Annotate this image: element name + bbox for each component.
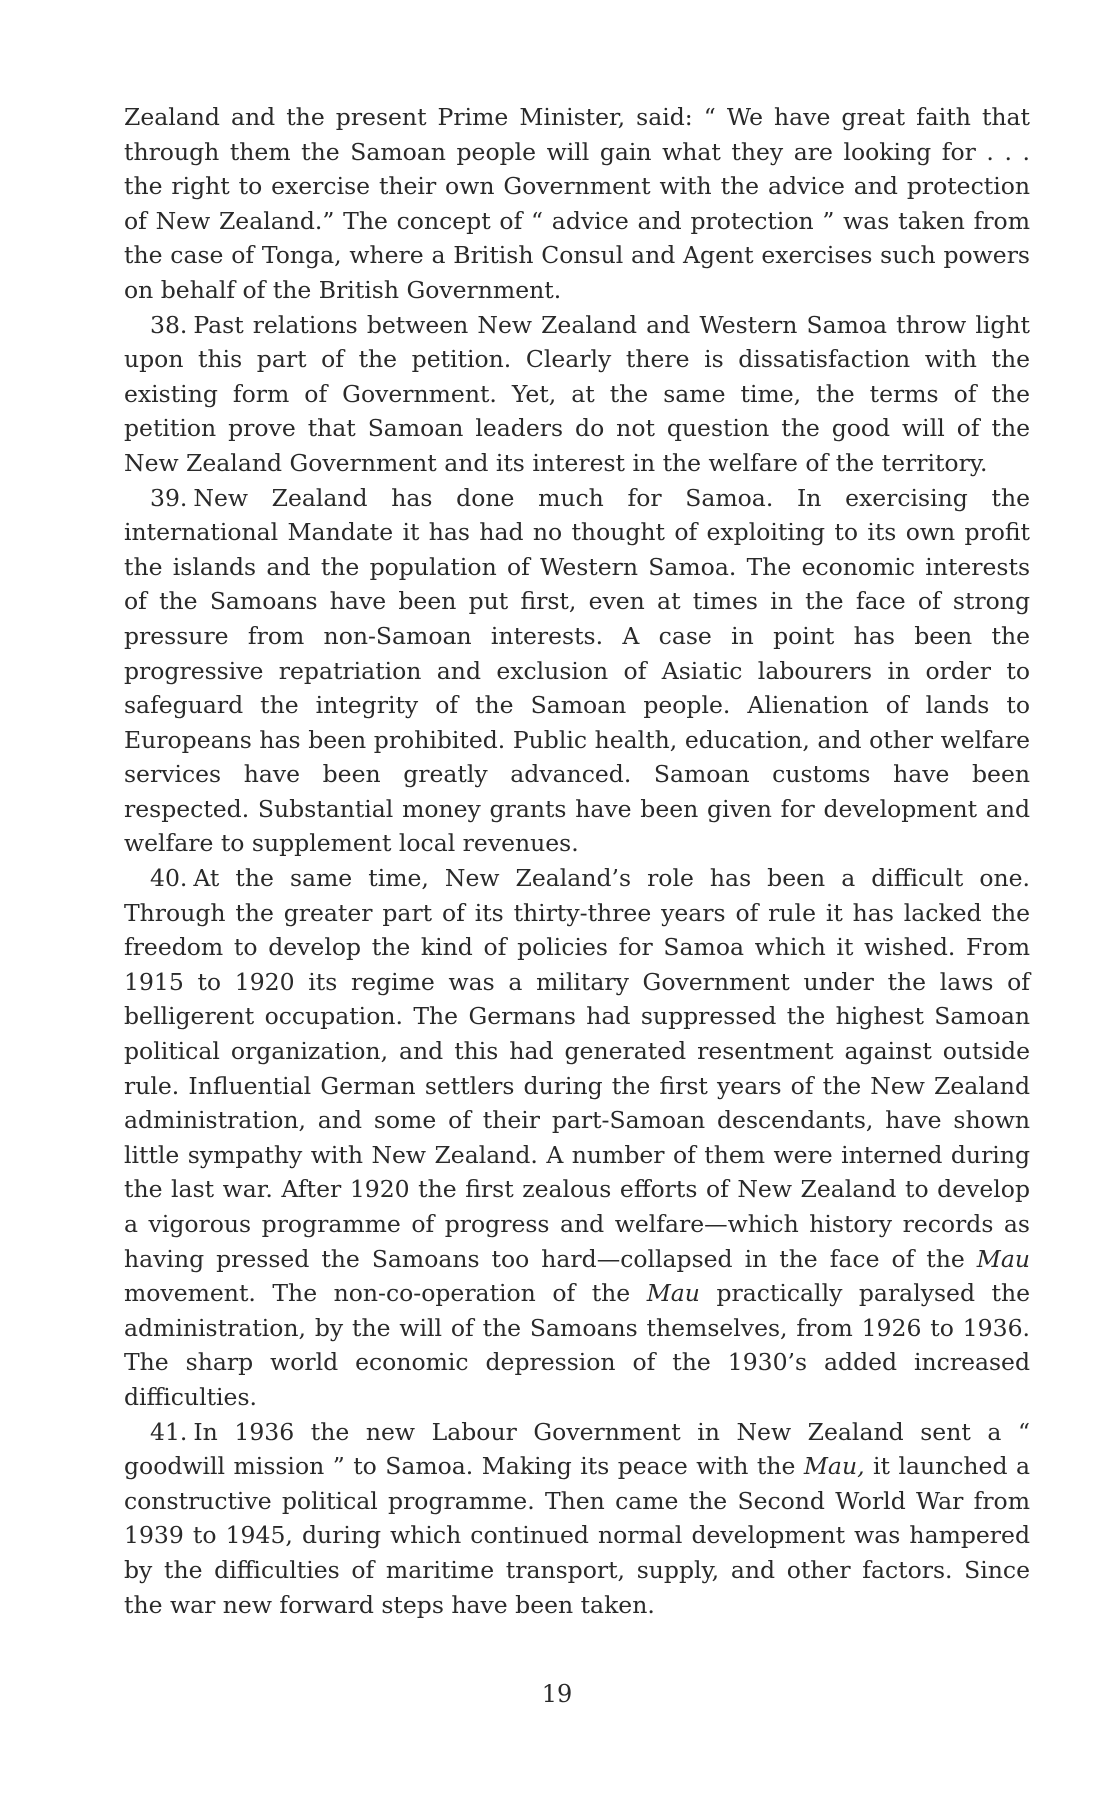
paragraph-41 [124, 1415, 1030, 1623]
mau-italic: Mau [976, 1244, 1030, 1273]
paragraph-text-part: practically paralysed the administration, by the will of the Samoans themselves, from 1926 to 1936. The sharp world economic depression of the 1930’s added increased difficulties. [124, 1279, 1031, 1411]
paragraph-number: 38. [150, 310, 188, 339]
page-number: 19 [541, 1680, 573, 1708]
paragraph-text-part: it launched a constructive political programme. Then came the Second World War from 1939 to 1945, during which continued normal development was hampered by the difficulties of maritime transport, supply, and other factors. Since the war new forward steps have been taken. [124, 1452, 1030, 1619]
paragraph-text: Zealand and the present Prime Minister, said: “ We have great faith that through them the Samoan people will gain what they are looking for . . . the right to exercise their own Government with the advice and protection of New Zealand.” The concept of “ advice and protection ” was taken from the case of Tonga, where a British Consul and Agent exercises such powers on behalf of the British Government. [124, 103, 1030, 304]
paragraph-38 [124, 308, 1030, 481]
paragraph-number: 40. [150, 864, 188, 893]
page-body [124, 100, 1030, 1622]
paragraph-39 [124, 481, 1030, 862]
paragraph-text-part: movement. The non-co-operation of the [124, 1279, 647, 1308]
paragraph-number: 41. [150, 1417, 188, 1446]
paragraph-continued [124, 100, 1030, 308]
paragraph-text-part: At the same time, New Zealand’s role has been a difficult one. Through the greater part of its thirty-three years of rule it has lacked the freedom to develop the kind of policies for Samoa which it wished. From 1915 to 1920 its regime was a military Government under the laws of belligerent occupation. The Germans had suppressed the highest Samoan political organization, and this had generated resentment against outside rule. Influential German settlers during the first years of the New Zealand administration, and some of their part-Samoan descendants, have shown little sympathy with New Zealand. A number of them were interned during the last war. After 1920 the first zealous efforts of New Zealand to develop a vigorous programme of progress and welfare—which history records as having pressed the Samoans too hard—collapsed in the face of the [124, 864, 1030, 1273]
paragraph-text: New Zealand has done much for Samoa. In exercising the international Mandate it has had no thought of exploiting to its own profit the islands and the population of Western Samoa. The economic interests of the Samoans have been put first, even at times in the face of strong pressure from non-Samoan interests. A case in point has been the progressive repatriation and exclusion of Asiatic labourers in order to safeguard the integrity of the Samoan people. Alienation of lands to Europeans has been prohibited. Public health, education, and other welfare services have been greatly advanced. Samoan customs have been respected. Substantial money grants have been given for development and welfare to supplement local revenues. [124, 483, 1030, 858]
mau-italic: Mau, [803, 1452, 865, 1481]
paragraph-number: 39. [150, 483, 188, 512]
paragraph-text: Past relations between New Zealand and Western Samoa throw light upon this part of the petition. Clearly there is dissatisfaction with the existing form of Government. Yet, at the same time, the terms of the petition prove that Samoan leaders do not question the good will of the New Zealand Government and its interest in the welfare of the territory. [124, 310, 1030, 477]
paragraph-40 [124, 861, 1030, 1415]
mau-italic: Mau [646, 1279, 700, 1308]
paragraph-text-part: In 1936 the new Labour Government in New Zealand sent a “ goodwill mission ” to Samoa. Making its peace with the [124, 1417, 1030, 1481]
